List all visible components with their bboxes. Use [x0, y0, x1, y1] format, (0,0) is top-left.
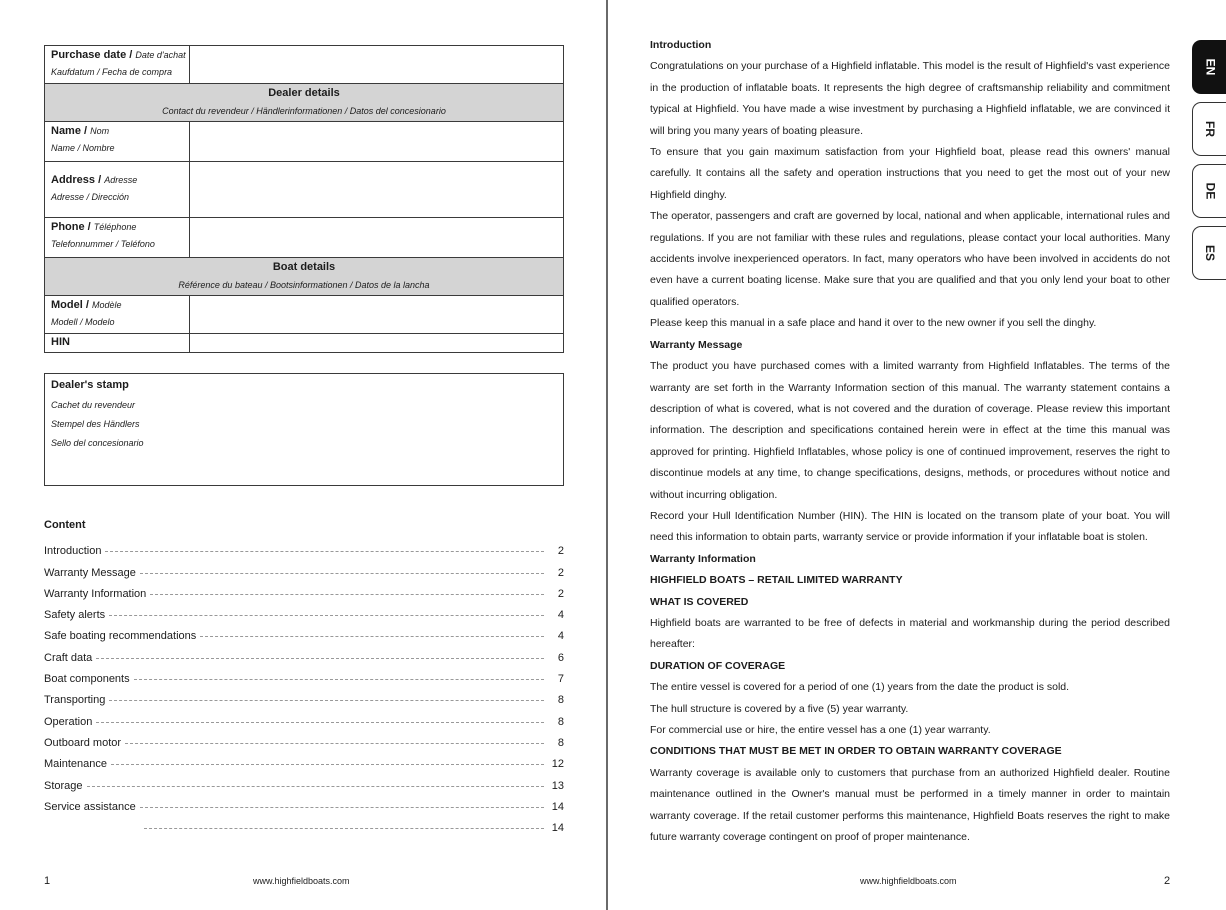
toc-item-label: Transporting [44, 694, 106, 707]
section-heading: HIGHFIELD BOATS – RETAIL LIMITED WARRANTY [650, 574, 903, 587]
toc-item-label: Operation [44, 715, 93, 728]
toc-item[interactable] [44, 621, 564, 642]
toc-item[interactable] [44, 642, 564, 663]
page-right [607, 0, 1226, 910]
toc-item[interactable] [44, 749, 564, 770]
tab-label: ES [1202, 244, 1217, 262]
paragraph: For commercial use or hire, the entire vessel has a one (1) year warranty. [650, 724, 991, 736]
toc-item-page: 13 [551, 779, 564, 792]
dealer-stamp-line: Cachet du revendeur [51, 400, 136, 410]
manual-content [650, 35, 1170, 848]
toc-item-label: Storage [44, 779, 83, 792]
toc-item[interactable] [44, 536, 564, 557]
page-left [0, 0, 607, 910]
table-of-contents [44, 536, 564, 834]
phone-label: Phone / Téléphone Telefonnummer / Teléfono [45, 218, 190, 258]
toc-leader [140, 807, 544, 808]
address-field[interactable] [190, 162, 564, 218]
toc-item-page: 4 [557, 609, 564, 622]
toc-leader [87, 786, 544, 787]
toc-item[interactable] [44, 579, 564, 600]
toc-item-page: 14 [551, 822, 564, 835]
toc-item[interactable] [44, 770, 564, 791]
toc-leader [111, 764, 544, 765]
tab-label: DE [1202, 182, 1217, 200]
toc-item-page: 6 [557, 651, 564, 664]
address-label: Address / Adresse Adresse / Dirección [45, 162, 190, 218]
toc-item-label: Introduction [44, 545, 102, 558]
toc-leader [96, 722, 544, 723]
page-number: 1 [44, 875, 51, 887]
toc-item[interactable] [44, 728, 564, 749]
section-heading: WHAT IS COVERED [650, 595, 749, 608]
dealer-stamp-line: Stempel des Händlers [51, 419, 140, 429]
footer-url: www.highfieldboats.com [860, 876, 957, 886]
toc-item[interactable] [44, 557, 564, 578]
toc-item-page: 14 [551, 800, 564, 813]
tab-es[interactable] [1192, 226, 1226, 280]
toc-item-page: 4 [557, 630, 564, 643]
toc-item-page: 12 [551, 758, 564, 771]
toc-item-label: Boat components [44, 673, 130, 686]
toc-leader [105, 551, 544, 552]
section-heading: DURATION OF COVERAGE [650, 659, 786, 672]
toc-item[interactable] [44, 664, 564, 685]
toc-item-page: 2 [557, 587, 564, 600]
toc-leader [134, 679, 544, 680]
dealer-stamp-box [44, 373, 564, 486]
paragraph: Highfield boats are warranted to be free of defects in material and workmanship during the period described hereafter: [650, 616, 1170, 651]
paragraph: Record your Hull Identification Number (HIN). The HIN is located on the transom plate of your boat. You will need this information to obtain parts, warranty service or provide information if your inflatable boat is stolen. [650, 509, 1170, 544]
paragraph: Please keep this manual in a safe place and hand it over to the new owner if you sell the dinghy. [650, 317, 1097, 330]
toc-item-label: Warranty Message [44, 566, 136, 579]
toc-item-page: 8 [557, 715, 564, 728]
toc-item-page: 8 [557, 736, 564, 749]
toc-item[interactable] [44, 685, 564, 706]
tab-de[interactable] [1192, 164, 1226, 218]
paragraph: To ensure that you gain maximum satisfaction from your Highfield boat, please read this owners' manual carefully. It contains all the safety and operation instructions that you need to get the most out of your new Highfield dinghy. [650, 146, 1170, 201]
model-field[interactable] [190, 296, 564, 334]
paragraph: Congratulations on your purchase of a Highfield inflatable. This model is the result of Highfield's vast experience in the production of inflatable boats. It represents the high degree of craftsmanship reliability and commitment typical at Highfield. You have made a wise investment by purchasing a Highfield inflatable, we are convinced it will bring you many years of boating pleasure. [650, 60, 1170, 137]
tab-label: EN [1202, 58, 1217, 76]
dealer-stamp-title: Dealer's stamp [51, 379, 129, 391]
toc-item-page: 7 [557, 673, 564, 686]
toc-item-page: 2 [557, 545, 564, 558]
toc-leader [200, 636, 544, 637]
toc-title: Content [44, 519, 86, 531]
toc-item-label: Maintenance [44, 758, 107, 771]
name-field[interactable] [190, 122, 564, 162]
toc-leader [109, 615, 544, 616]
toc-item[interactable] [44, 600, 564, 621]
footer-url: www.highfieldboats.com [253, 876, 350, 886]
toc-item[interactable] [44, 706, 564, 727]
toc-item-label: Outboard motor [44, 736, 122, 749]
purchase-date-label: Purchase date / Date d'achat Kaufdatum / Fecha de compra [45, 46, 190, 84]
section-heading: Warranty Information [650, 552, 756, 565]
toc-leader [144, 828, 544, 829]
toc-item-label: Safety alerts [44, 609, 106, 622]
section-heading: Warranty Message [650, 338, 743, 351]
toc-item-label: Craft data [44, 651, 93, 664]
paragraph: The entire vessel is covered for a period of one (1) years from the date the product is sold. [650, 681, 1070, 694]
registration-form [44, 45, 564, 353]
language-tabs [1192, 40, 1226, 288]
section-heading: Introduction [650, 39, 712, 51]
toc-leader [96, 658, 544, 659]
toc-item[interactable] [44, 813, 564, 834]
section-heading: CONDITIONS THAT MUST BE MET IN ORDER TO OBTAIN WARRANTY COVERAGE [650, 745, 1062, 758]
toc-item-label: Service assistance [44, 800, 136, 813]
tab-label: FR [1203, 121, 1217, 137]
toc-item-page: 2 [557, 566, 564, 579]
dealer-stamp-line: Sello del concesionario [51, 438, 144, 448]
paragraph: The operator, passengers and craft are governed by local, national and when applicable, international rules and regulations. If you are not familiar with these rules and regulations, please contact your local authorities. Many accidents involve inexperienced operators. In fact, many operators who have been involved in accidents do not even have a current boating license. Make sure that you are qualified and that you only lend your boat to other qualified operators. [650, 210, 1170, 308]
paragraph: The hull structure is covered by a five (5) year warranty. [650, 702, 909, 715]
boat-details-header: Boat details Référence du bateau / Bootsinformationen / Datos de la lancha [45, 258, 564, 296]
toc-item-label: Warranty Information [44, 587, 147, 600]
toc-leader [125, 743, 544, 744]
paragraph: The product you have purchased comes with a limited warranty from Highfield Inflatables. The terms of the warranty are set forth in the Warranty Information section of this manual. The warranty statement contains a description of what is covered, what is not covered and the duration of coverage. Please review this important information. The description and specifications contained herein were in effect at the time this manual was approved for printing. Highfield Inflatables, whose policy is one of continued improvement, reserves the right to discontinue models at any time, to change specifications, designs, methods, or procedures without notice and without incurring obligation. [650, 360, 1170, 501]
name-label: Name / Nom Name / Nombre [45, 122, 190, 162]
page-number: 2 [1164, 875, 1171, 887]
toc-leader [150, 594, 544, 595]
paragraph: Warranty coverage is available only to customers that purchase from an authorized Highfield dealer. Routine maintenance outlined in the Owner's manual must be performed in a timely manner in order to maintain warranty coverage. If the retail customer performs this maintenance, Highfield Boats reserves the right to make future warranty coverage contingent on proof of proper maintenance. [650, 766, 1170, 844]
dealer-details-header: Dealer details Contact du revendeur / Händlerinformationen / Datos del concesionario [45, 84, 564, 122]
phone-field[interactable] [190, 218, 564, 258]
toc-item[interactable] [44, 792, 564, 813]
toc-leader [140, 573, 544, 574]
model-label: Model / Modèle Modell / Modelo [45, 296, 190, 334]
purchase-date-field[interactable] [190, 46, 564, 84]
tab-fr[interactable] [1192, 102, 1226, 156]
tab-en[interactable] [1192, 40, 1226, 94]
toc-item-page: 8 [557, 694, 564, 707]
hin-field[interactable] [190, 334, 564, 353]
hin-label: HIN [45, 334, 190, 353]
toc-leader [109, 700, 544, 701]
toc-item-label: Safe boating recommendations [44, 630, 197, 643]
